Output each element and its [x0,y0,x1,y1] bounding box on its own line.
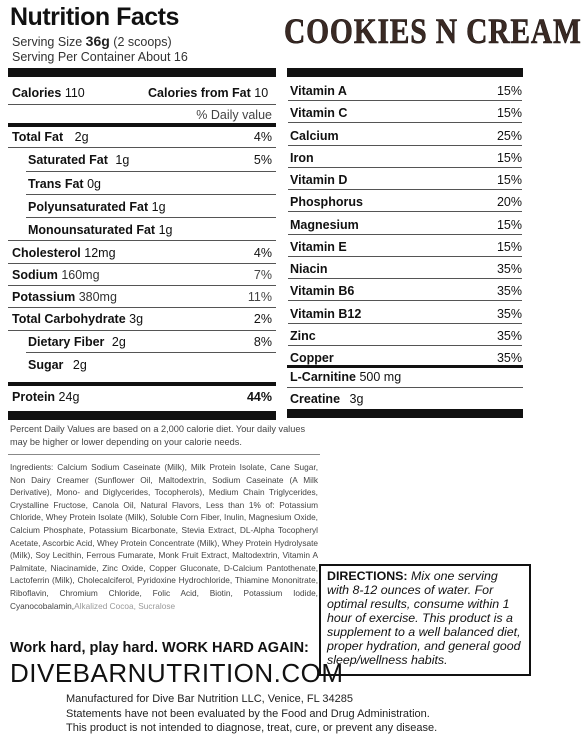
total-carbohydrate-amount: 3g [129,312,144,326]
serving-size-note: (2 scoops) [113,35,172,49]
vitamin-name: Magnesium [290,217,359,232]
vitamin-name: Vitamin D [290,173,348,187]
ingredients-text [10,461,318,612]
total-fat-row [12,130,89,144]
serving-size-line [12,34,188,50]
potassium-label: Potassium [12,290,76,304]
vitamin-name: Vitamin B6 [290,284,355,299]
vitamin-row [288,190,522,212]
vitamin-dv: 25% [496,128,522,143]
sodium-label: Sodium [12,268,58,282]
divider-top-left [8,68,276,77]
vitamin-row [288,146,522,168]
divider [8,307,276,308]
creatine-amount: 3g [349,392,364,406]
polyunsaturated-fat-row [28,200,166,214]
creatine-row [290,392,363,406]
vitamin-row [288,279,522,301]
calories-row [12,86,85,100]
daily-value-header: % Daily value [196,108,272,122]
sodium-dv: 7% [253,268,272,282]
vitamin-name: Zinc [290,328,316,343]
vitamin-dv: 35% [496,328,522,343]
vitamin-name: Copper [290,351,334,365]
trans-fat-amount: 0g [87,177,101,191]
sodium-row [12,268,100,282]
vitamin-name: Vitamin C [290,106,348,121]
vitamin-dv: 15% [496,106,522,121]
vitamin-row [288,302,522,324]
divider [26,217,276,218]
serving-size-value: 36g [85,33,110,49]
vitamin-name: Vitamin A [290,84,347,98]
calories-fat-row [148,86,268,100]
divider [26,194,276,195]
dietary-fiber-amount: 2g [111,335,126,349]
divider [8,263,276,264]
vitamin-row [288,235,522,257]
vitamin-dv: 15% [496,239,522,254]
slogan: Work hard, play hard. WORK HARD AGAIN: [10,640,309,656]
protein-dv: 44% [246,390,272,404]
divider [8,285,276,286]
vitamin-row [288,257,522,279]
divider [8,147,276,148]
trans-fat-label: Trans Fat [28,177,84,191]
saturated-fat-row [28,153,129,167]
dietary-fiber-row [28,335,126,349]
saturated-fat-dv: 5% [253,153,272,167]
vitamin-row [288,324,522,346]
sugar-label: Sugar [28,358,64,372]
sugar-row [28,358,87,372]
divider-bottom-right [287,409,523,418]
flavor-title: COOKIES N CREAM [284,11,582,51]
calories-value: 110 [64,86,85,100]
sodium-amount: 160mg [61,268,100,282]
monounsaturated-fat-row [28,223,172,237]
divider-calories [8,123,276,127]
footer-line: Manufactured for Dive Bar Nutrition LLC, Venice, FL 34285 [66,693,353,705]
protein-label: Protein [12,390,56,404]
divider [26,171,276,172]
directions-text: Mix one serving with 8-12 ounces of water. For optimal results, consume within 1 hour of exercise. This product is a supplement to a well balanced diet, proper hydration, and general good sleep/wellness habits. [327,569,521,667]
vitamin-name: Vitamin B12 [290,306,362,321]
vitamin-dv: 35% [496,351,522,365]
cholesterol-label: Cholesterol [12,246,81,260]
carnitine-row [290,370,401,384]
vitamin-row [288,124,522,146]
divider-protein [8,382,276,386]
serving-info [12,34,188,65]
footer [66,692,437,736]
saturated-fat-label: Saturated Fat [28,153,108,167]
calories-fat-value: 10 [254,86,269,100]
monounsaturated-fat-label: Monounsaturated Fat [28,223,156,237]
total-fat-dv: 4% [253,130,272,144]
protein-row [12,390,79,404]
vitamin-name: Niacin [290,262,328,276]
creatine-label: Creatine [290,392,341,406]
total-fat-label: Total Fat [12,130,64,144]
divider-bottom-left [8,411,276,420]
vitamin-dv: 35% [496,284,522,299]
vitamin-row [288,213,522,235]
vitamin-dv: 20% [496,195,522,210]
cholesterol-row [12,246,116,260]
dietary-fiber-dv: 8% [253,335,272,349]
saturated-fat-amount: 1g [115,153,130,167]
potassium-row [12,290,117,304]
serving-size-label: Serving Size [12,35,83,49]
directions-heading: DIRECTIONS: [327,569,408,583]
polyunsaturated-fat-amount: 1g [151,200,166,214]
ingredients-list: Ingredients: Calcium Sodium Caseinate (Milk), Milk Protein Isolate, Cane Sugar, Non Dairy Creamer (Sunflower Oil, Maltodextrin, Sodium Caseinate (A Milk Derivative), Mono- and Diglycerides, Tocopherols), Medium Chain Triglycerides, Crystalline Fructose, Canola Oil, Natural Flavors, Less than 1% of: Potassium Chloride, Whey Protein Isolate (Milk), Soluble Corn Fiber, Inulin, Magnesium Oxide, Calcium Phosphate, Potassium Bicarbonate, Stevia Extract, DL-Alpha Tocopheryl Acetate, Ascorbic Acid, Whey Protein Concentrate (Milk), Whey Protein Hydrolysate (Milk), Soy Lecithin, Ferrous Fumarate, Monk Fruit Extract, Maltodextrin, Vitamin A Palmitate, Niacinamide, Zinc Oxide, Copper Gluconate, D-Calcium Pantothenate, Lactoferrin (Milk), Cholecalciferol, Pyridoxine Hydrochloride, Thiamine Mononitrate, Riboflavin, Chromium Chloride, Folic Acid, Biotin, Potassium Iodide, Cyanocobalamin, [10,462,318,611]
total-carbohydrate-dv: 2% [253,312,272,326]
servings-per-container: Serving Per Container About 16 [12,50,188,64]
sugar-amount: 2g [72,358,87,372]
vitamin-row [288,79,522,101]
divider-top-right [287,68,523,77]
carnitine-label: L-Carnitine [290,370,356,384]
total-carbohydrate-label: Total Carbohydrate [12,312,126,326]
divider [8,240,276,241]
cholesterol-dv: 4% [253,246,272,260]
vitamin-dv: 35% [496,306,522,321]
divider [287,387,523,388]
footer-line: Statements have not been evaluated by the Food and Drug Administration. [66,707,430,720]
divider [26,352,276,353]
vitamin-dv: 15% [496,173,522,187]
total-fat-amount: 2g [74,130,89,144]
monounsaturated-fat-amount: 1g [158,223,173,237]
total-carbohydrate-row [12,312,143,326]
calories-label: Calories [12,86,62,100]
protein-amount: 24g [58,390,80,404]
vitamin-row [288,168,522,190]
dietary-fiber-label: Dietary Fiber [28,335,105,349]
website: DIVEBARNUTRITION.COM [10,658,344,688]
vitamin-name: Vitamin E [290,239,347,254]
nutrition-facts-title: Nutrition Facts [10,3,179,31]
vitamin-name: Phosphorus [290,195,363,210]
vitamin-dv: 15% [496,84,522,98]
carnitine-amount: 500 mg [359,370,402,384]
vitamin-name: Calcium [290,128,339,143]
polyunsaturated-fat-label: Polyunsaturated Fat [28,200,149,214]
divider [8,454,320,455]
vitamin-row [288,101,522,123]
vitamin-name: Iron [290,150,314,165]
trans-fat-row [28,177,101,191]
divider [8,330,276,331]
potassium-amount: 380mg [78,290,117,304]
potassium-dv: 11% [247,290,272,304]
footer-line: This product is not intended to diagnose, treat, cure, or prevent any disease. [66,722,438,735]
divider [8,104,276,105]
vitamin-dv: 15% [496,217,522,232]
vitamin-dv: 35% [496,262,522,276]
vitamin-dv: 15% [496,150,522,165]
cholesterol-amount: 12mg [84,246,116,260]
ingredients-list-faint: Alkalized Cocoa, Sucralose [74,600,176,611]
daily-value-footnote: Percent Daily Values are based on a 2,000 calorie diet. Your daily values may be higher or lower depending on your calorie needs. [10,424,306,448]
calories-fat-label: Calories from Fat [148,86,251,100]
directions-box [319,564,531,676]
vitamin-row [288,346,522,368]
